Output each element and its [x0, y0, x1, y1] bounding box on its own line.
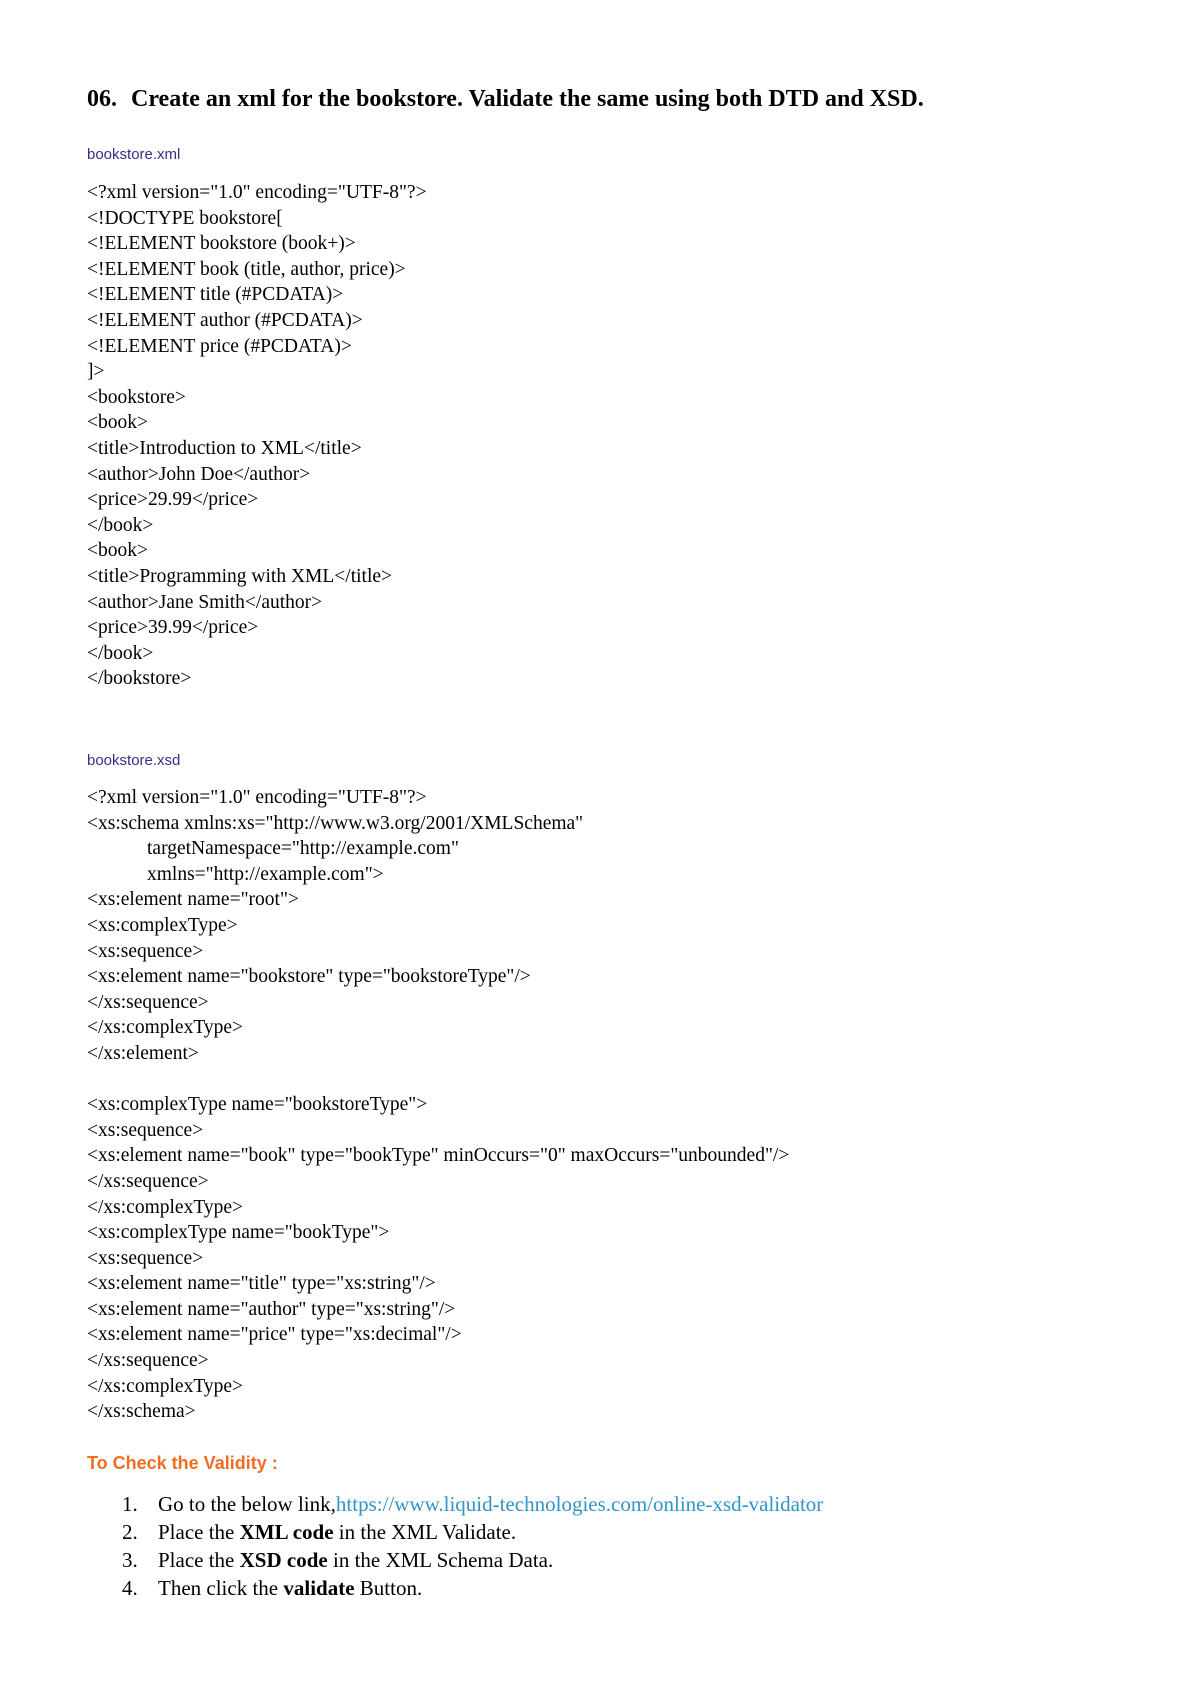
validity-steps-list: [122, 1490, 823, 1602]
code-line: <?xml version="1.0" encoding="UTF-8"?>: [87, 182, 427, 203]
step-number: 2.: [122, 1520, 138, 1544]
step-emphasis: XSD code: [239, 1548, 328, 1572]
code-line: <!ELEMENT author (#PCDATA)>: [87, 309, 363, 331]
code-line: <xs:sequence>: [87, 1119, 204, 1141]
code-line: <xs:sequence>: [87, 940, 204, 962]
validity-step: [122, 1518, 823, 1546]
step-text-end: Button.: [354, 1576, 423, 1600]
code-line: </xs:complexType>: [87, 1196, 244, 1218]
code-line: <xs:element name="price" type="xs:decimal"/>: [87, 1324, 462, 1346]
code-line: </book>: [87, 514, 154, 536]
code-line: </xs:sequence>: [87, 1350, 209, 1372]
step-text: Go to the below link,: [158, 1492, 336, 1516]
code-line: <author>John Doe</author>: [87, 463, 311, 485]
step-number: 3.: [122, 1548, 138, 1572]
code-line: <price>39.99</price>: [87, 617, 259, 639]
code-line: ]>: [87, 361, 105, 383]
code-line: <xs:sequence>: [87, 1247, 204, 1269]
step-text-end: in the XML Validate.: [333, 1520, 517, 1544]
code-line: <!ELEMENT price (#PCDATA)>: [87, 335, 352, 357]
validity-step: [122, 1574, 823, 1602]
code-line: <xs:complexType name="bookstoreType">: [87, 1094, 428, 1116]
code-line: <?xml version="1.0" encoding="UTF-8"?>: [87, 787, 427, 808]
code-line: <title>Programming with XML</title>: [87, 565, 393, 587]
code-line: <xs:element name="root">: [87, 889, 299, 911]
code-line: <title>Introduction to XML</title>: [87, 437, 362, 459]
step-emphasis: validate: [283, 1576, 355, 1600]
code-line: <author>Jane Smith</author>: [87, 591, 323, 613]
step-text: Then click the: [158, 1576, 284, 1600]
code-line: <xs:schema xmlns:xs="http://www.w3.org/2001/XMLSchema": [87, 812, 584, 834]
step-text-end: in the XML Schema Data.: [327, 1548, 554, 1572]
code-line: </xs:element>: [87, 1042, 199, 1064]
code-line: <xs:complexType>: [87, 914, 238, 936]
code-line: <xs:element name="bookstore" type="bookstoreType"/>: [87, 966, 531, 988]
code-line: targetNamespace="http://example.com": [147, 838, 459, 860]
xsd-file-label: bookstore.xsd: [87, 752, 181, 769]
code-line: </bookstore>: [87, 668, 192, 690]
xml-code-block: [87, 180, 427, 692]
step-emphasis: XML code: [239, 1520, 334, 1544]
code-line: [87, 1067, 789, 1093]
code-line: </xs:sequence>: [87, 1170, 209, 1192]
heading-number: 06.: [87, 86, 117, 112]
step-text: Place the: [158, 1520, 240, 1544]
step-number: 4.: [122, 1576, 138, 1600]
heading-text: Create an xml for the bookstore. Validate the same using both DTD and XSD.: [131, 86, 924, 112]
code-line: </xs:complexType>: [87, 1375, 244, 1397]
code-line: xmlns="http://example.com">: [147, 863, 384, 885]
validity-title: To Check the Validity :: [87, 1453, 278, 1473]
code-line: <book>: [87, 540, 148, 562]
code-line: </xs:sequence>: [87, 991, 209, 1013]
xml-file-label: bookstore.xml: [87, 146, 181, 163]
code-line: <xs:element name="title" type="xs:string"/>: [87, 1273, 436, 1295]
code-line: <book>: [87, 412, 148, 434]
page-heading: [87, 86, 924, 113]
code-line: <xs:element name="book" type="bookType" minOccurs="0" maxOccurs="unbounded"/>: [87, 1145, 790, 1167]
code-line: <price>29.99</price>: [87, 489, 259, 511]
code-line: <xs:element name="author" type="xs:string"/>: [87, 1298, 456, 1320]
step-text: Place the: [158, 1548, 240, 1572]
step-number: 1.: [122, 1492, 138, 1516]
code-line: <xs:complexType name="bookType">: [87, 1222, 390, 1244]
xsd-code-block: [87, 785, 789, 1425]
validity-step: [122, 1490, 823, 1518]
validator-link[interactable]: https://www.liquid-technologies.com/online-xsd-validator: [335, 1492, 824, 1516]
code-line: <!DOCTYPE bookstore[: [87, 207, 283, 229]
code-line: <!ELEMENT book (title, author, price)>: [87, 258, 406, 280]
code-line: </xs:schema>: [87, 1401, 196, 1423]
code-line: </book>: [87, 642, 154, 664]
code-line: <!ELEMENT title (#PCDATA)>: [87, 284, 344, 306]
code-line: <bookstore>: [87, 386, 186, 408]
code-line: <!ELEMENT bookstore (book+)>: [87, 233, 356, 255]
validity-step: [122, 1546, 823, 1574]
code-line: </xs:complexType>: [87, 1017, 244, 1039]
